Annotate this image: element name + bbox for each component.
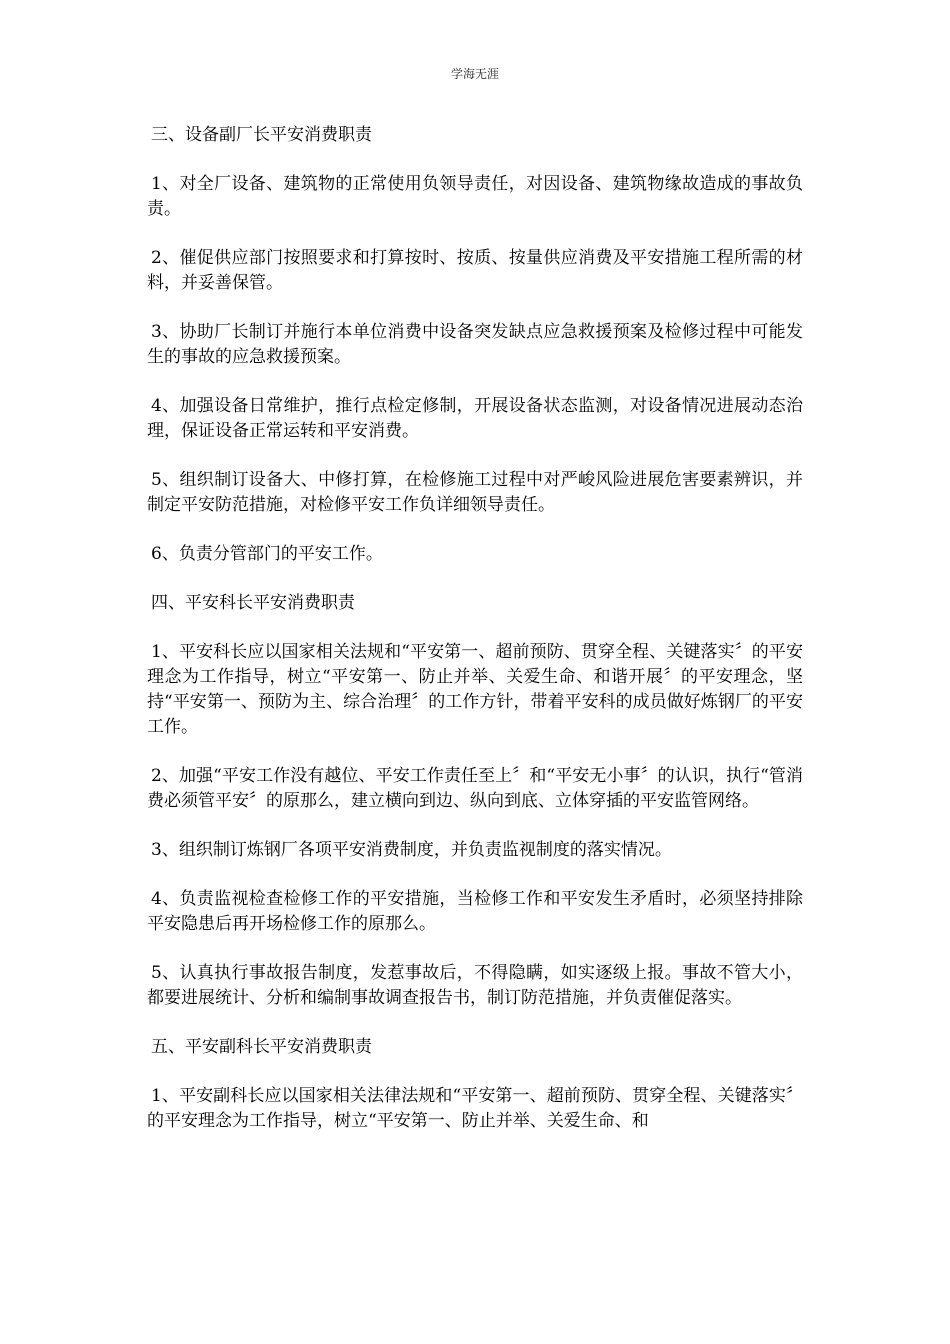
section-heading-5: 五、平安副科长平安消费职责: [151, 1037, 372, 1057]
page-header: 学海无涯: [450, 67, 499, 81]
paragraph-item: 6、负责分管部门的平安工作。: [151, 544, 383, 564]
paragraph-item: 4、负责监视检查检修工作的平安措施，当检修工作和平安发生矛盾时，必须坚持排除平安隐患后再开场检修工作的原那么。: [147, 889, 803, 934]
paragraph-item: 5、组织制订设备大、中修打算，在检修施工过程中对严峻风险进展危害要素辨识，并制定平安防范措施，对检修平安工作负详细领导责任。: [147, 470, 803, 515]
document-body: [147, 123, 803, 1158]
paragraph-item: 1、对全厂设备、建筑物的正常使用负领导责任，对因设备、建筑物缘故造成的事故负责。: [147, 174, 803, 219]
paragraph-item: 3、组织制订炼钢厂各项平安消费制度，并负责监视制度的落实情况。: [151, 840, 672, 860]
paragraph-item: 5、认真执行事故报告制度，发惹事故后，不得隐瞒，如实逐级上报。事故不管大小，都要进展统计、分析和编制事故调查报告书，制订防范措施，并负责催促落实。: [147, 963, 803, 1008]
paragraph-item: 2、加强“平安工作没有越位、平安工作责任至上〞和“平安无小事〞的认识，执行“管消费必须管平安〞的原那么，建立横向到边、纵向到底、立体穿插的平安监管网络。: [147, 766, 803, 811]
paragraph-item: 4、加强设备日常维护，推行点检定修制，开展设备状态监测，对设备情况进展动态治理，保证设备正常运转和平安消费。: [147, 396, 803, 441]
section-heading-3: 三、设备副厂长平安消费职责: [151, 125, 372, 145]
paragraph-item: 2、催促供应部门按照要求和打算按时、按质、按量供应消费及平安措施工程所需的材料，并妥善保管。: [147, 248, 803, 293]
paragraph-item: 1、平安副科长应以国家相关法律法规和“平安第一、超前预防、贯穿全程、关键落实〞的平安理念为工作指导，树立“平安第一、防止并举、关爱生命、和: [147, 1086, 803, 1131]
paragraph-item: 3、协助厂长制订并施行本单位消费中设备突发缺点应急救援预案及检修过程中可能发生的事故的应急救援预案。: [147, 322, 803, 367]
paragraph-item: 1、平安科长应以国家相关法规和“平安第一、超前预防、贯穿全程、关键落实〞的平安理念为工作指导，树立“平安第一、防止并举、关爱生命、和谐开展〞的平安理念，坚持“平安第一、预防为主、综合治理〞的工作方针，带着平安科的成员做好炼钢厂的平安工作。: [147, 642, 803, 737]
section-heading-4: 四、平安科长平安消费职责: [151, 593, 355, 613]
